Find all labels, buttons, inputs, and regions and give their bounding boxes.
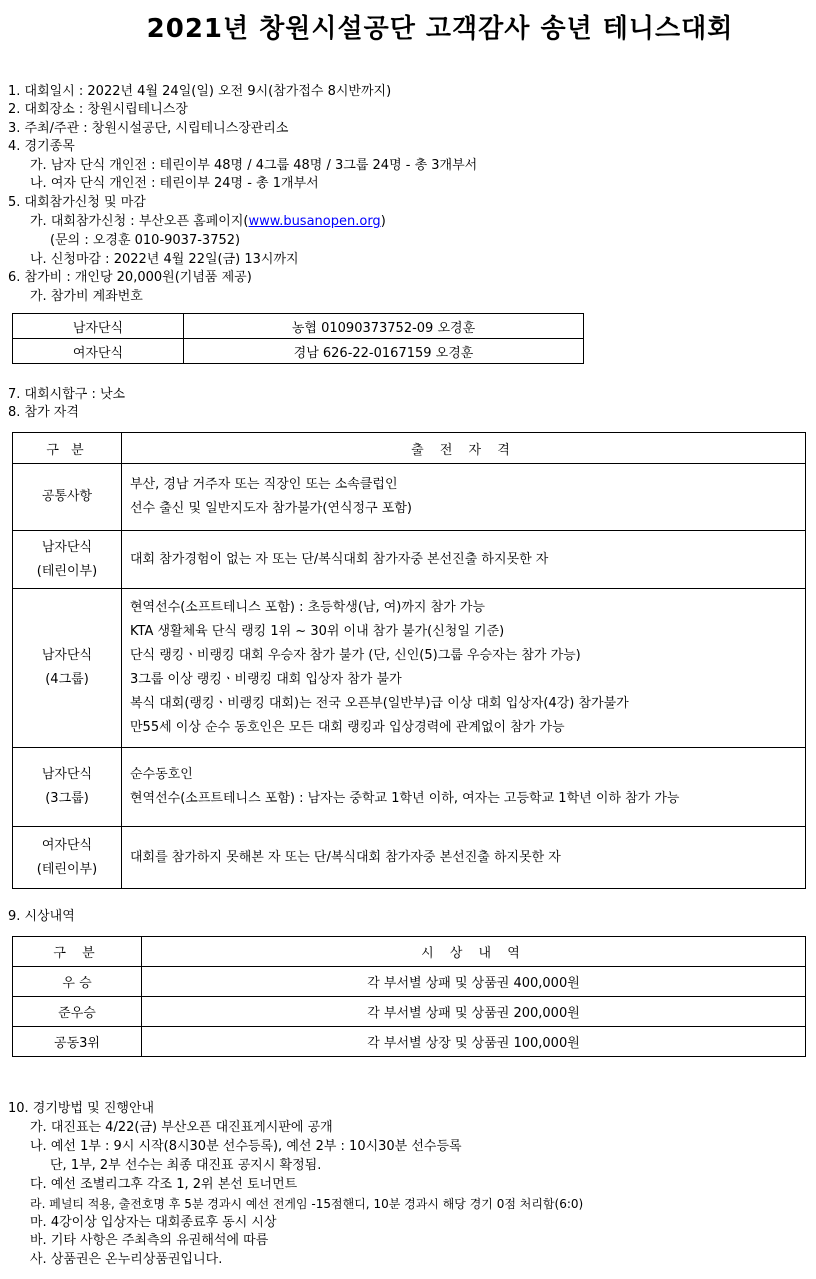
table-row xyxy=(13,464,806,531)
fee-line: 6. 참가비 : 개인당 20,000원(기념품 제공) xyxy=(8,270,252,285)
row-qualification: 현역선수(소프트테니스 포함) : 초등학생(남, 여)까지 참가 가능 KTA 생활체육 단식 랭킹 1위 ~ 30위 이내 참가 불가(신청일 기준) 단식 랭킹ㆍ비랭킹 대회 우승자 참가 불가 (단, 신인(5)그룹 우승자는 참가 가능) 3그룹 이상 랭킹ㆍ비랭킹 대회 입상자 참가 불가 복식 대회(랭킹ㆍ비랭킹 대회)는 전국 오픈부(일반부)급 이상 대회 입상자(4강) 참가불가 만55세 이상 순수 동호인은 모든 대회 랭킹과 입상경력에 관계없이 참가 가능 xyxy=(122,589,806,748)
info-event-men: 가. 남자 단식 개인전 : 테린이부 48명 / 4그룹 48명 / 3그룹 24명 - 총 3개부서 xyxy=(30,158,478,173)
method-item: 단, 1부, 2부 선수는 최종 대진표 공지시 확정됨. xyxy=(50,1158,322,1173)
prize-rank: 우 승 xyxy=(13,967,142,997)
row-category: 공통사항 xyxy=(13,464,122,531)
header-detail: 시 상 내 역 xyxy=(142,937,806,967)
account-table xyxy=(12,313,584,364)
table-row xyxy=(13,589,806,748)
header-category: 구 분 xyxy=(13,433,122,464)
table-row xyxy=(13,748,806,827)
apply-contact: (문의 : 오경훈 010-9037-3752) xyxy=(50,233,241,248)
table-header-row xyxy=(13,937,806,967)
row-category: 남자단식 (4그룹) xyxy=(13,589,122,748)
table-row xyxy=(13,531,806,589)
table-row xyxy=(13,997,806,1027)
cutoff-line: 7. 대회시합구 : 낫소 xyxy=(8,387,126,402)
method-item: 바. 기타 사항은 주최측의 유권해석에 따름 xyxy=(30,1233,269,1248)
method-item: 다. 예선 조별리그후 각조 1, 2위 본선 토너먼트 xyxy=(30,1177,298,1192)
info-apply: 5. 대회참가신청 및 마감 xyxy=(8,195,146,210)
prize-rank: 준우승 xyxy=(13,997,142,1027)
info-host: 3. 주최/주관 : 창원시설공단, 시립테니스장관리소 xyxy=(8,121,289,136)
method-item: 마. 4강이상 입상자는 대회종료후 동시 시상 xyxy=(30,1215,277,1230)
apply-deadline: 나. 신청마감 : 2022년 4월 22일(금) 13시까지 xyxy=(30,252,299,267)
method-item: 라. 페널티 적용, 출전호명 후 5분 경과시 예선 전게임 -15점핸디, 10분 경과시 해당 경기 0점 처리함(6:0) xyxy=(30,1197,584,1211)
row-category: 여자단식 (테린이부) xyxy=(13,827,122,889)
row-qualification: 대회를 참가하지 못해본 자 또는 단/복식대회 참가자중 본선진출 하지못한 자 xyxy=(122,827,806,889)
row-qualification: 순수동호인 현역선수(소프트테니스 포함) : 남자는 중학교 1학년 이하, 여자는 고등학교 1학년 이하 참가 가능 xyxy=(122,748,806,827)
prize-detail: 각 부서별 상패 및 상품권 200,000원 xyxy=(142,997,806,1027)
row-category: 남자단식 (테린이부) xyxy=(13,531,122,589)
method-item: 나. 예선 1부 : 9시 시작(8시30분 선수등록), 예선 2부 : 10시30분 선수등록 xyxy=(30,1139,462,1154)
prize-rank: 공동3위 xyxy=(13,1027,142,1057)
info-date: 1. 대회일시 : 2022년 4월 24일(일) 오전 9시(참가접수 8시반까지) xyxy=(8,84,392,99)
page-title: 2021년 창원시설공단 고객감사 송년 테니스대회 xyxy=(146,14,734,44)
row-category: 남자단식 (3그룹) xyxy=(13,748,122,827)
prize-table xyxy=(12,936,806,1057)
apply-prefix: 가. 대회참가신청 : 부산오픈 홈페이지( xyxy=(30,214,249,229)
method-item: 가. 대진표는 4/22(금) 부산오픈 대진표게시판에 공개 xyxy=(30,1120,333,1135)
table-row xyxy=(13,827,806,889)
prize-detail: 각 부서별 상장 및 상품권 100,000원 xyxy=(142,1027,806,1057)
info-events: 4. 경기종목 xyxy=(8,139,75,154)
prize-title: 9. 시상내역 xyxy=(8,909,75,924)
table-header-row xyxy=(13,433,806,464)
row-qualification: 대회 참가경험이 없는 자 또는 단/복식대회 참가자중 본선진출 하지못한 자 xyxy=(122,531,806,589)
method-item: 사. 상품권은 온누리상품권입니다. xyxy=(30,1252,223,1267)
header-qualification: 출 전 자 격 xyxy=(122,433,806,464)
fee-sub: 가. 참가비 계좌번호 xyxy=(30,289,143,304)
method-title: 10. 경기방법 및 진행안내 xyxy=(8,1101,155,1116)
table-row xyxy=(13,1027,806,1057)
info-venue: 2. 대회장소 : 창원시립테니스장 xyxy=(8,102,188,117)
header-rank: 구 분 xyxy=(13,937,142,967)
table-row xyxy=(13,967,806,997)
table-row xyxy=(13,314,584,339)
apply-suffix: ) xyxy=(380,214,386,229)
account-category: 여자단식 xyxy=(13,339,184,364)
busanopen-link[interactable]: www.busanopen.org xyxy=(248,214,381,229)
apply-line xyxy=(30,213,386,231)
info-event-women: 나. 여자 단식 개인전 : 테린이부 24명 - 총 1개부서 xyxy=(30,176,319,191)
account-number: 경남 626-22-0167159 오경훈 xyxy=(184,339,584,364)
account-category: 남자단식 xyxy=(13,314,184,339)
row-qualification: 부산, 경남 거주자 또는 직장인 또는 소속클럽인 선수 출신 및 일반지도자 참가불가(연식정구 포함) xyxy=(122,464,806,531)
table-row xyxy=(13,339,584,364)
qual-title: 8. 참가 자격 xyxy=(8,405,79,420)
account-number: 농협 01090373752-09 오경훈 xyxy=(184,314,584,339)
qualification-table xyxy=(12,432,806,889)
prize-detail: 각 부서별 상패 및 상품권 400,000원 xyxy=(142,967,806,997)
